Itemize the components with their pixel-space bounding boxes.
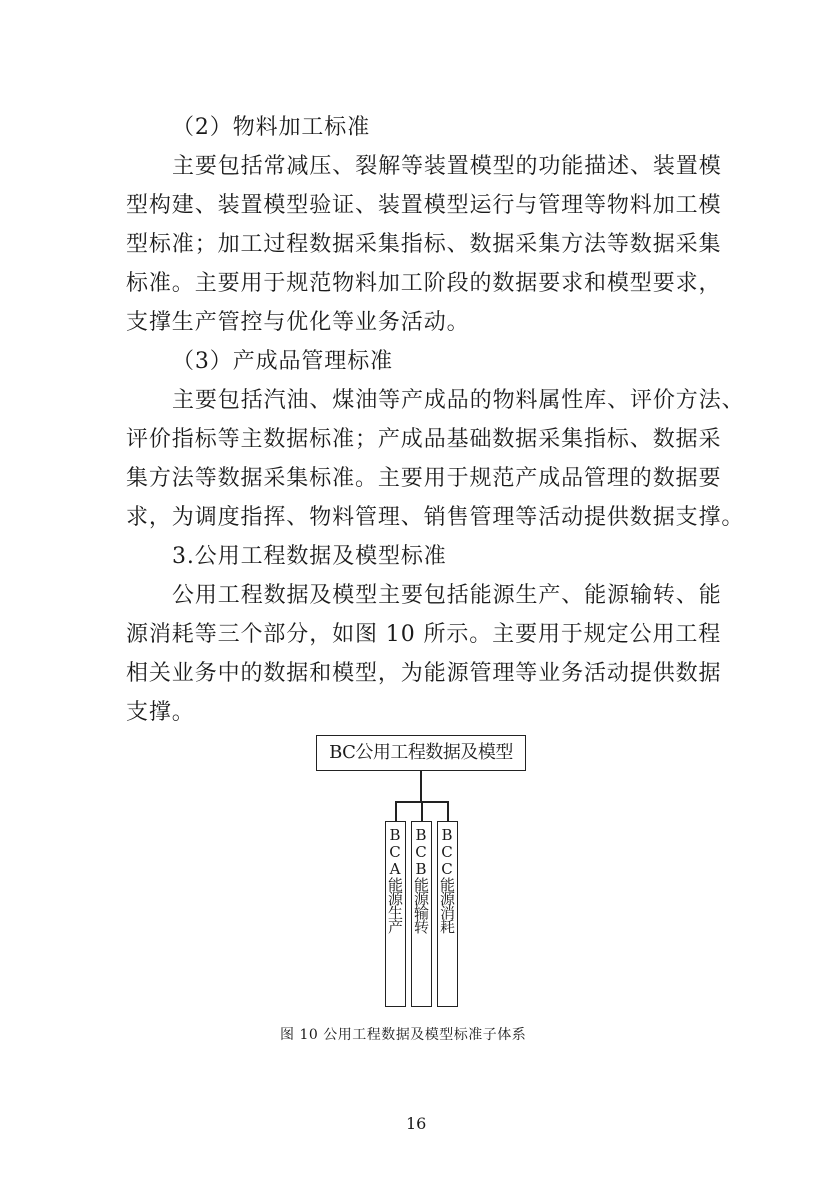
paragraph-line: 相关业务中的数据和模型，为能源管理等业务活动提供数据 xyxy=(126,661,722,686)
diagram-child-label: BCB能源输转 xyxy=(412,826,430,933)
paragraph-line: 集方法等数据采集标准。主要用于规范产成品管理的数据要 xyxy=(126,466,722,491)
paragraph-line: 求，为调度指挥、物料管理、销售管理等活动提供数据支撑。 xyxy=(126,505,745,530)
diagram-connector-vertical xyxy=(420,771,422,801)
diagram-child-energy-consumption xyxy=(437,821,458,1007)
diagram-connector-branch xyxy=(447,801,449,821)
heading-utilities: 3.公用工程数据及模型标准 xyxy=(172,544,447,569)
paragraph-line: 支撑。 xyxy=(126,700,195,725)
diagram-connector-branch xyxy=(421,801,423,821)
paragraph-line: 公用工程数据及模型主要包括能源生产、能源输转、能 xyxy=(172,583,722,608)
paragraph-line: 评价指标等主数据标准；产成品基础数据采集指标、数据采 xyxy=(126,427,722,452)
diagram-root-box: BC公用工程数据及模型 xyxy=(316,735,526,771)
diagram-child-energy-transfer xyxy=(411,821,432,1007)
paragraph-line: 源消耗等三个部分，如图 10 所示。主要用于规定公用工程 xyxy=(126,622,722,647)
heading-finished-products: （3）产成品管理标准 xyxy=(172,349,393,374)
diagram-child-label: BCA能源生产 xyxy=(386,826,404,933)
paragraph-line: 标准。主要用于规范物料加工阶段的数据要求和模型要求， xyxy=(126,271,722,296)
diagram-child-energy-production xyxy=(385,821,406,1007)
diagram-connector-branch xyxy=(395,801,397,821)
paragraph-line: 型构建、装置模型验证、装置模型运行与管理等物料加工模 xyxy=(126,193,722,218)
paragraph-line: 主要包括常减压、裂解等装置模型的功能描述、装置模 xyxy=(172,154,722,179)
paragraph-line: 主要包括汽油、煤油等产成品的物料属性库、评价方法、 xyxy=(172,388,745,413)
heading-material-processing: （2）物料加工标准 xyxy=(172,115,371,140)
page-number: 16 xyxy=(406,1114,427,1133)
paragraph-line: 型标准；加工过程数据采集指标、数据采集方法等数据采集 xyxy=(126,232,722,257)
diagram-child-label: BCC能源消耗 xyxy=(438,826,456,933)
paragraph-line: 支撑生产管控与优化等业务活动。 xyxy=(126,310,470,335)
figure-caption: 图 10 公用工程数据及模型标准子体系 xyxy=(280,1027,527,1043)
